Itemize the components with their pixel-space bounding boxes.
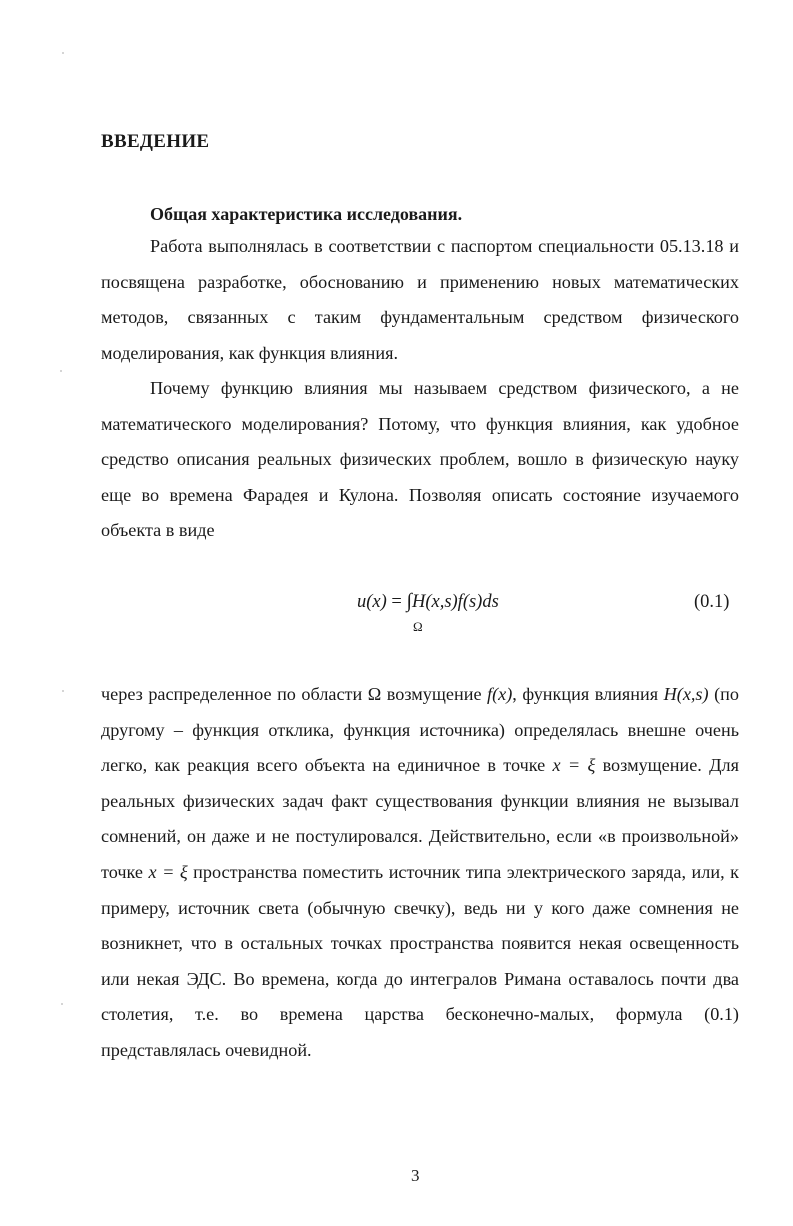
text-run: возмущение. Для реальных физических задач факт существования функции влияния не вызывал сомнений, он даже и не постулировался. Действительно, если «в произвольной» точке (101, 755, 739, 882)
equation-number: (0.1) (694, 592, 730, 612)
paragraph-3 (101, 677, 739, 1069)
paragraph-1: Работа выполнялась в соответствии с паспортом специальности 05.13.18 и посвящена разработке, обоснованию и применению новых математических методов, связанных с таким фундаментальным средством физического моделирования, как функция влияния. (101, 236, 739, 363)
paragraph-block (101, 229, 739, 371)
math-h-of-x-s: H(x,s) (663, 684, 709, 704)
paragraph-2: Почему функцию влияния мы называем средством физического, а не математического моделирования? Потому, что функция влияния, как удобное средство описания реальных физических проблем, вошло в физическую науку еще во времена Фарадея и Кулона. Позволяя описать состояние изучаемого объекта в виде (101, 378, 739, 541)
formula-integrand: H(x,s)f(s)ds (411, 592, 499, 612)
text-run: пространства поместить источник типа электрического заряда, или, к примеру, источник света (обычную свечку), ведь ни у кого даже сомнения не возникнет, что в остальных точках пространства появится некая освещенность или некая ЭДС. Во времена, когда до интегралов Римана оставалось почти два столетия, т.е. во времена царства бесконечно-малых, формула (0.1) представлялась очевидной. (101, 861, 739, 1060)
integration-domain: Ω (413, 619, 423, 634)
formula-0-1 (357, 590, 499, 613)
text-run: , функция влияния (512, 684, 664, 704)
scan-speck (62, 52, 64, 54)
paragraph-block (101, 677, 739, 1069)
integral-sign: ∫ (406, 590, 412, 612)
section-heading: ВВЕДЕНИЕ (101, 131, 210, 152)
scan-speck (60, 370, 62, 372)
math-x-equals-xi: x = ξ (552, 755, 596, 776)
math-f-of-x: f(x) (487, 684, 513, 704)
paragraph-block (101, 371, 739, 549)
math-x-equals-xi: x = ξ (148, 861, 188, 882)
section-subheading: Общая характеристика исследования. (150, 204, 463, 224)
scan-speck (62, 690, 64, 692)
text-run: (по другому – функция отклика, функция источника) определялась внешне очень легко, как реакция всего объекта на единичное в точке (101, 684, 739, 776)
page-number: 3 (411, 1166, 420, 1185)
formula-lhs: u(x) (357, 592, 387, 612)
scan-speck (61, 1003, 63, 1005)
text-run: через распределенное по области Ω возмущение (101, 684, 488, 704)
formula-equals: = (391, 592, 402, 612)
